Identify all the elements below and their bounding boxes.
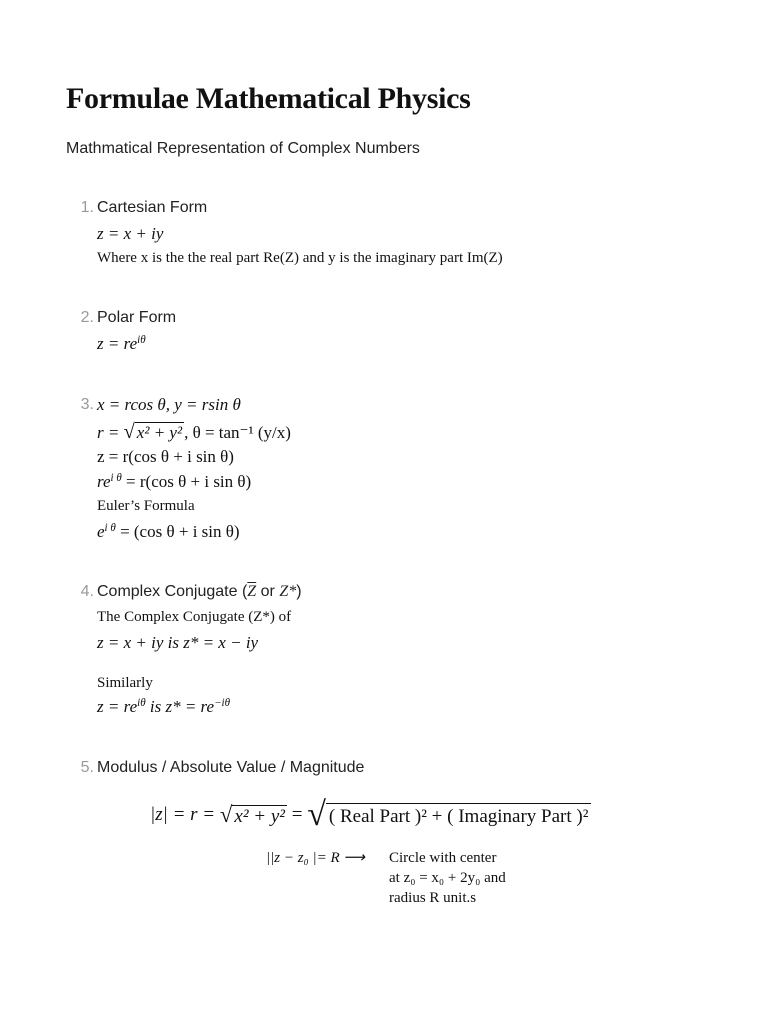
conjugate-label-end: ) (296, 583, 302, 600)
euler-base: e (97, 522, 105, 541)
conjugate-formula: z = x + iy is z* = x − iy (97, 633, 259, 652)
large-sqrt-symbol: √ ( Real Part )² + ( Imaginary Part )² (307, 796, 591, 834)
item-label: Cartesian Form (97, 199, 208, 216)
modulus-radicand-1: x² + y² (234, 806, 285, 827)
conjugate-star-z: Z* (279, 583, 297, 600)
relation-line-4-base: re (97, 472, 111, 491)
circle-rhs (389, 848, 506, 908)
similarly-label: Similarly (97, 675, 153, 691)
relation-line-4-exponent: i θ (110, 471, 122, 484)
page-title: Formulae Mathematical Physics (66, 82, 471, 115)
item-label: Polar Form (97, 309, 177, 326)
circle-line-1: Circle with center (389, 850, 497, 866)
modulus-radicand-2: ( Real Part )² + ( Imaginary Part )² (326, 803, 592, 828)
modulus-equals: = (287, 804, 308, 825)
circle-definition (266, 848, 506, 908)
page-subtitle: Mathmatical Representation of Complex Numbers (66, 140, 420, 157)
item-label: Modulus / Absolute Value / Magnitude (97, 759, 365, 776)
euler-exponent: i θ (104, 521, 116, 534)
sqrt-symbol: √ x² + y² (123, 421, 183, 443)
polar-formula-exponent: iθ (137, 333, 146, 346)
list-number: 5. (80, 759, 94, 776)
relation-line-4-rhs: = r(cos θ + i sin θ) (121, 472, 252, 491)
list-number: 4. (80, 583, 94, 600)
conjugate-bar-z: $\overline{Z}$ (247, 583, 257, 600)
conjugate-polar-a: z = re (97, 697, 138, 716)
conjugate-polar-formula (97, 697, 230, 717)
modulus-lhs: |z| = r = (150, 804, 220, 825)
cartesian-note: Where x is the the real part Re(Z) and y is the imaginary part Im(Z) (97, 250, 503, 266)
relation-line-2-lhs: r = (97, 423, 124, 442)
list-number: 2. (80, 309, 94, 326)
relation-line-2 (97, 421, 291, 444)
conjugate-label-start: Complex Conjugate ( (97, 583, 248, 600)
relation-line-3: z = r(cos θ + i sin θ) (97, 447, 234, 466)
polar-formula-base: z = re (97, 334, 138, 353)
euler-label: Euler’s Formula (97, 498, 195, 514)
circle-lhs: ||z − z₀ |= R ⟶ (266, 850, 365, 866)
polar-formula (97, 334, 146, 354)
item-label (97, 583, 302, 601)
euler-rhs: = (cos θ + i sin θ) (115, 522, 240, 541)
circle-line-2: at z₀ = x₀ + 2y₀ and (389, 870, 506, 886)
list-number: 1. (80, 199, 94, 216)
relation-line-1: x = rcos θ, y = rsin θ (97, 395, 241, 414)
conjugate-label-mid: or (256, 583, 280, 600)
modulus-formula (150, 796, 591, 834)
conjugate-polar-b: is z* = re (145, 697, 215, 716)
conjugate-polar-a-exponent: iθ (137, 696, 146, 709)
sqrt-symbol: √ x² + y² (219, 802, 285, 827)
circle-line-3: radius R unit.s (389, 890, 477, 906)
relation-line-2-rhs: , θ = tan⁻¹ (y/x) (184, 423, 291, 442)
cartesian-formula: z = x + iy (97, 224, 164, 243)
euler-formula (97, 522, 240, 542)
list-number: 3. (80, 396, 94, 413)
conjugate-definition: The Complex Conjugate (Z*) of (97, 609, 292, 625)
relation-line-2-radicand: x² + y² (136, 423, 183, 442)
relation-line-4 (97, 472, 251, 492)
conjugate-polar-b-exponent: −iθ (214, 696, 231, 709)
